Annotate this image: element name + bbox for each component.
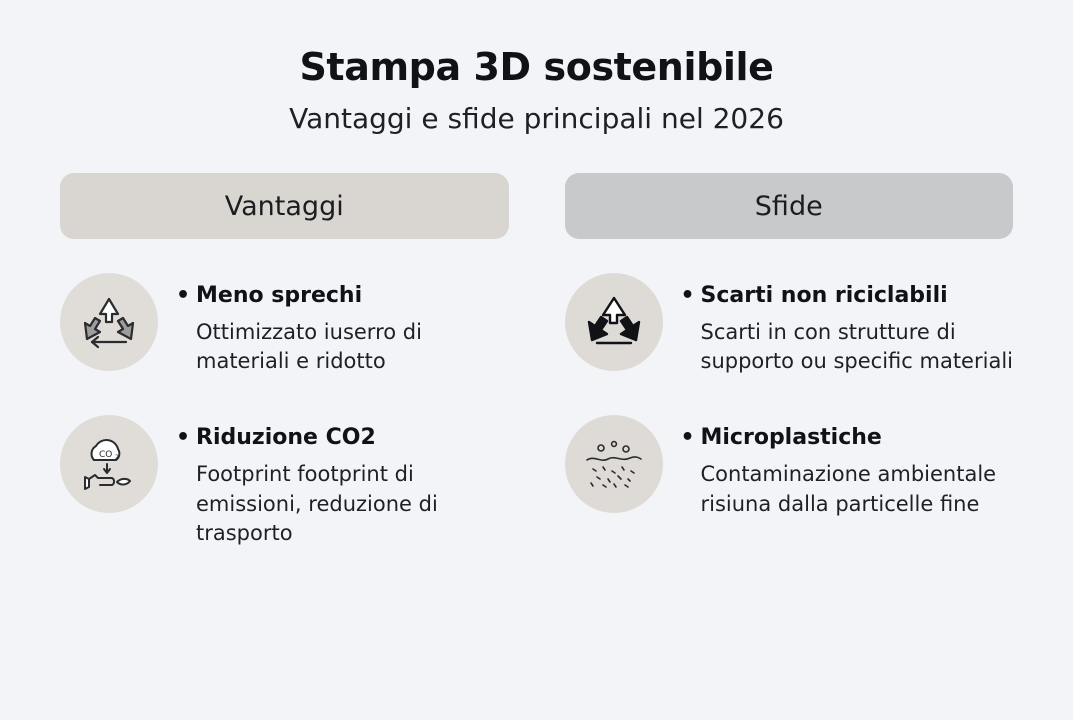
item-text (681, 415, 1014, 519)
item-title (681, 283, 1014, 309)
svg-text:CO: CO (99, 450, 113, 461)
list-item (60, 415, 509, 549)
recycle-filled-icon (583, 293, 645, 351)
icon-circle (565, 415, 663, 513)
item-description: Ottimizzato iuserro di materiali e ridotto (196, 319, 422, 374)
microplastics-water-icon (581, 436, 647, 492)
icon-circle (60, 273, 158, 371)
item-text (176, 415, 506, 549)
item-title-label: Riduzione CO2 (196, 425, 376, 451)
list-item (565, 273, 1014, 377)
item-title-label: Meno sprechi (196, 283, 363, 309)
icon-circle (565, 273, 663, 371)
column-header-challenges (565, 173, 1014, 239)
item-text (176, 273, 506, 377)
column-header-advantages (60, 173, 509, 239)
column-header-challenges-label: Sfide (754, 190, 823, 222)
list-item (565, 415, 1014, 519)
bullet-icon: • (176, 283, 191, 309)
bullet-icon: • (680, 283, 695, 309)
item-description: Footprint footprint di emissioni, reduzione di trasporto (196, 461, 438, 546)
item-title (176, 283, 506, 309)
advantages-list (60, 273, 509, 549)
item-title-label: Microplastiche (700, 425, 882, 451)
page-subtitle: Vantaggi e sfide principali nel 2026 (289, 101, 784, 135)
svg-text:2: 2 (115, 454, 119, 462)
item-title (176, 425, 506, 451)
item-text (681, 273, 1014, 377)
item-title-label: Scarti non riciclabili (700, 283, 948, 309)
column-challenges (565, 173, 1014, 587)
header (0, 0, 1073, 135)
item-description: Scarti in con strutture di supporto ou specific materiali (700, 319, 1013, 374)
item-title (681, 425, 1014, 451)
challenges-list (565, 273, 1014, 519)
columns-container (0, 173, 1073, 587)
column-header-advantages-label: Vantaggi (224, 190, 344, 222)
bullet-icon: • (680, 425, 695, 451)
column-advantages (60, 173, 509, 587)
icon-circle (60, 415, 158, 513)
list-item (60, 273, 509, 377)
page-title: Stampa 3D sostenibile (299, 45, 774, 89)
bullet-icon: • (176, 425, 191, 451)
recycle-outline-icon (78, 293, 140, 351)
co2-cloud-hand-icon (77, 434, 141, 494)
item-description: Contaminazione ambientale risiuna dalla particelle fine (700, 461, 997, 516)
